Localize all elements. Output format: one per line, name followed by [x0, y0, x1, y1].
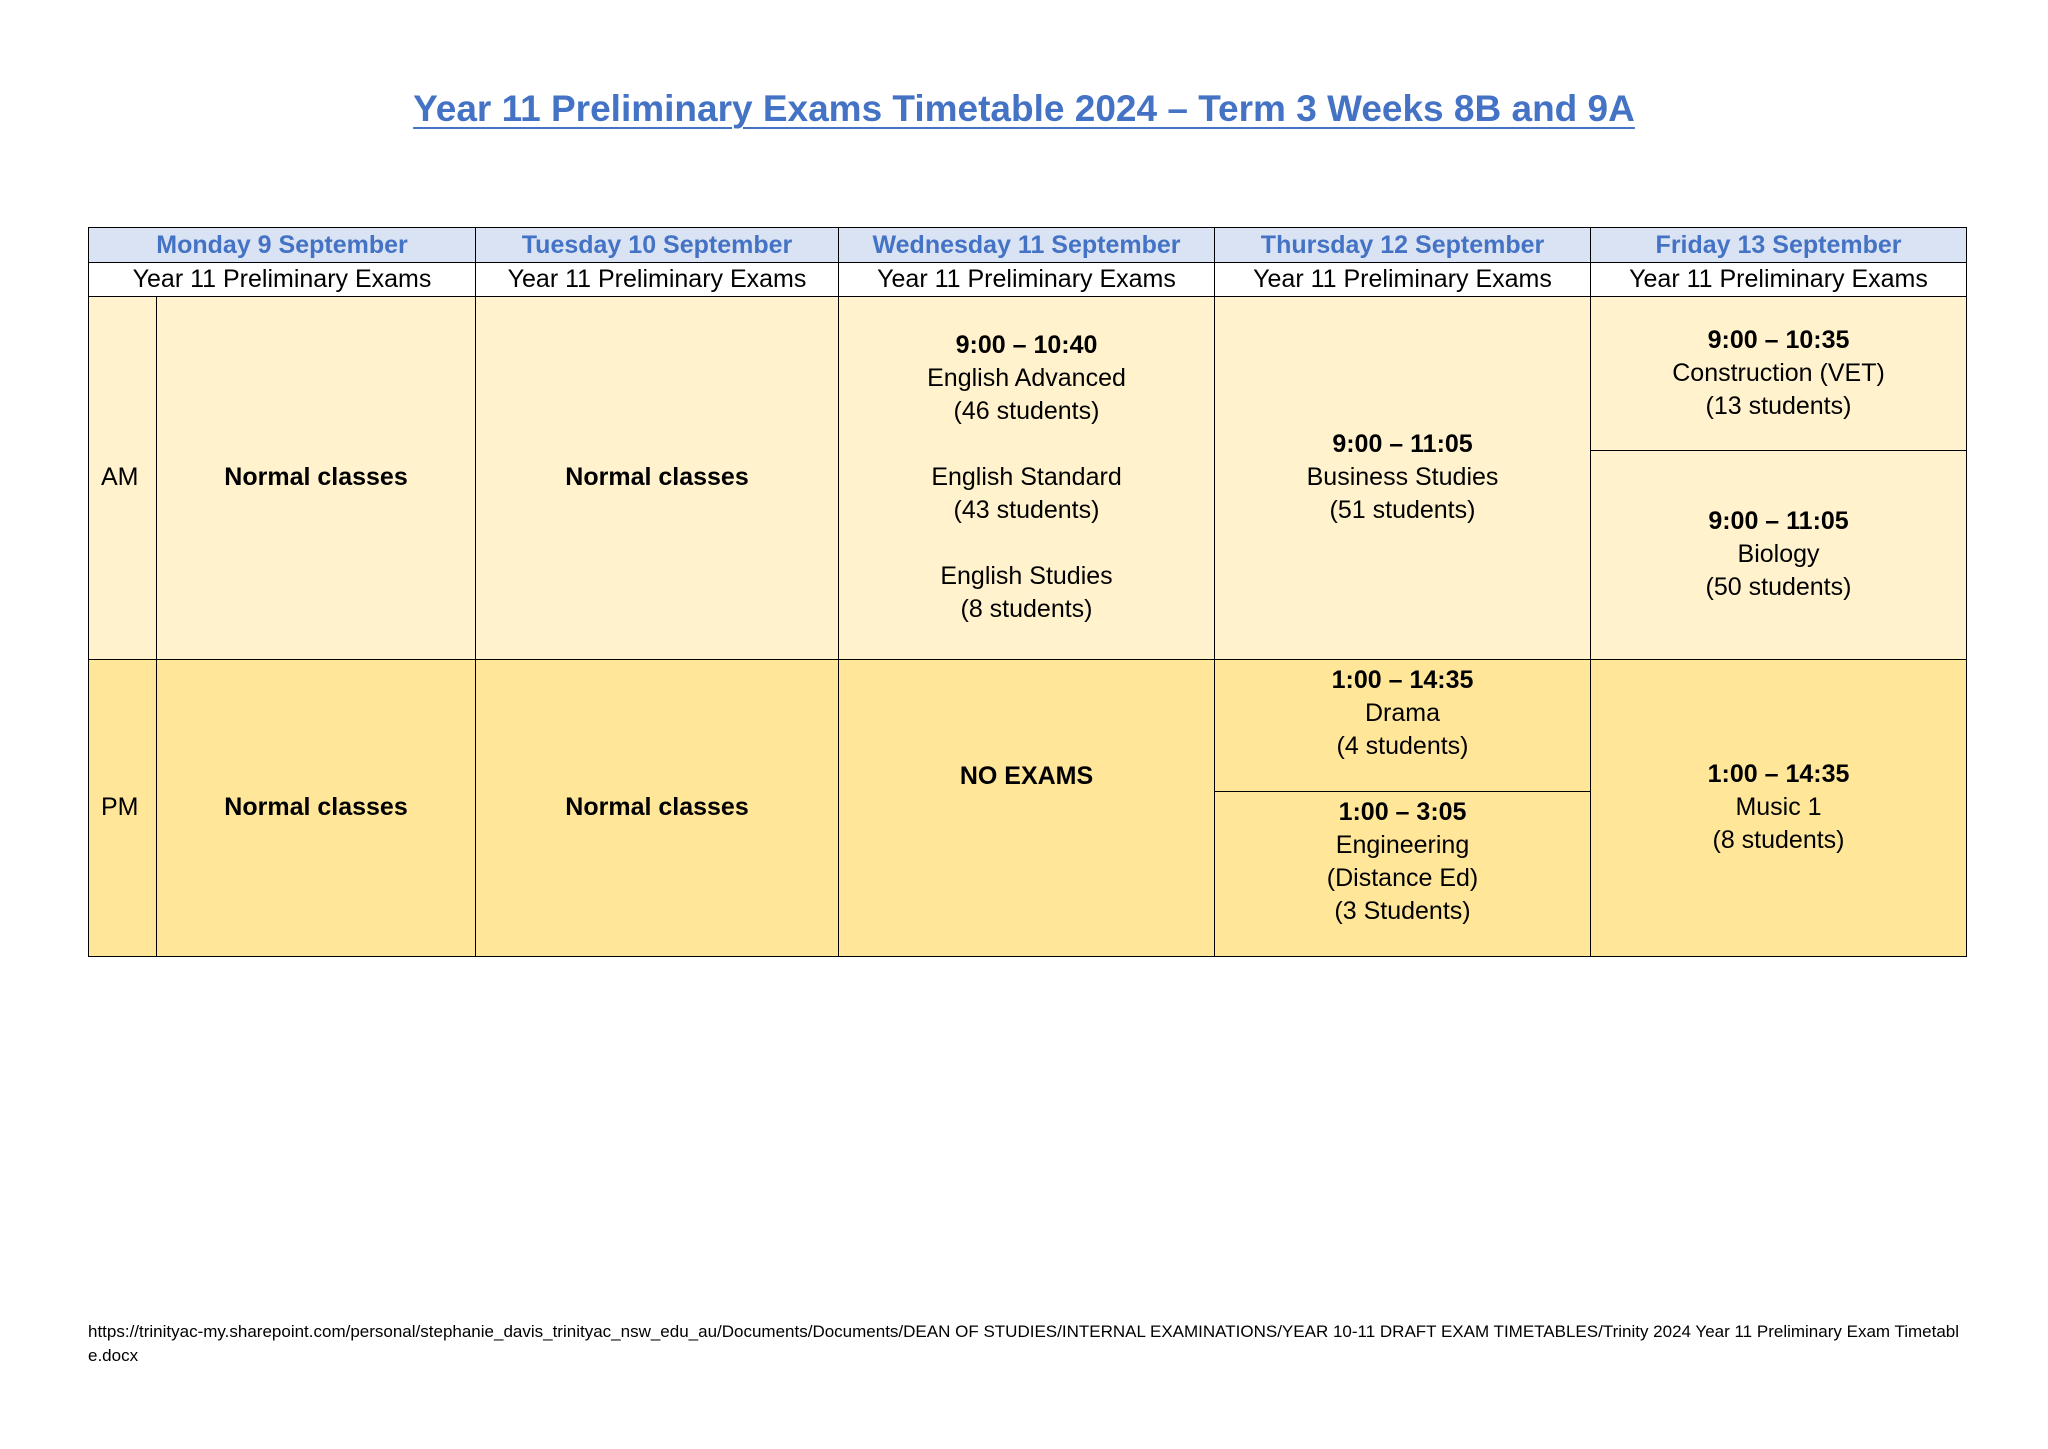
- exam-subject: English Studies: [940, 562, 1113, 591]
- am-wednesday-cell: [839, 297, 1215, 659]
- exam-subject: Business Studies: [1306, 463, 1499, 492]
- exam-students: (8 students): [1712, 826, 1845, 855]
- day-header-monday: Monday 9 September: [89, 228, 476, 263]
- am-monday-cell: Normal classes: [157, 297, 476, 659]
- exam-subject: Drama: [1365, 698, 1441, 727]
- exam-students: (4 students): [1336, 731, 1469, 760]
- am-thursday-cell: [1215, 297, 1591, 659]
- exam-subject: English Advanced: [927, 364, 1126, 393]
- page-title: Year 11 Preliminary Exams Timetable 2024 – Term 3 Weeks 8B and 9A: [413, 88, 1635, 129]
- exam-students: (43 students): [953, 496, 1100, 525]
- day-subtitle-monday: Year 11 Preliminary Exams: [89, 263, 476, 297]
- exam-timetable: [88, 227, 1967, 957]
- exam-time: 9:00 – 11:05: [1708, 507, 1849, 536]
- pm-tuesday-cell: Normal classes: [476, 659, 839, 956]
- day-header-wednesday: Wednesday 11 September: [839, 228, 1215, 263]
- exam-subject: Music 1: [1735, 793, 1822, 822]
- pm-thursday-cell-1: [1215, 659, 1591, 791]
- spacer: [839, 527, 1214, 560]
- pm-friday-cell: [1591, 659, 1967, 956]
- exam-time: 1:00 – 14:35: [1331, 665, 1474, 694]
- exam-subject: Construction (VET): [1672, 359, 1885, 388]
- exam-subject-note: (Distance Ed): [1326, 863, 1479, 892]
- pm-wednesday-cell: NO EXAMS: [839, 659, 1215, 956]
- pm-label: PM: [89, 659, 157, 956]
- pm-row: [89, 659, 1967, 791]
- exam-students: (50 students): [1705, 573, 1852, 602]
- day-header-tuesday: Tuesday 10 September: [476, 228, 839, 263]
- am-row: [89, 297, 1967, 451]
- exam-time: 9:00 – 10:35: [1707, 326, 1850, 355]
- am-friday-cell-2: [1591, 451, 1967, 659]
- am-tuesday-cell: Normal classes: [476, 297, 839, 659]
- day-subtitle-tuesday: Year 11 Preliminary Exams: [476, 263, 839, 297]
- day-header-row: [89, 228, 1967, 263]
- exam-students: (51 students): [1329, 496, 1476, 525]
- exam-time: 1:00 – 14:35: [1707, 760, 1850, 789]
- exam-subject: English Standard: [931, 463, 1122, 492]
- day-subtitle-wednesday: Year 11 Preliminary Exams: [839, 263, 1215, 297]
- day-subtitle-thursday: Year 11 Preliminary Exams: [1215, 263, 1591, 297]
- exam-subject: Engineering: [1335, 830, 1470, 859]
- exam-students: (8 students): [960, 595, 1093, 624]
- subtitle-row: [89, 263, 1967, 297]
- day-subtitle-friday: Year 11 Preliminary Exams: [1591, 263, 1967, 297]
- spacer: [839, 428, 1214, 461]
- am-label: AM: [89, 297, 157, 659]
- day-header-friday: Friday 13 September: [1591, 228, 1967, 263]
- am-friday-cell-1: [1591, 297, 1967, 451]
- exam-subject: Biology: [1737, 540, 1820, 569]
- exam-time: 1:00 – 3:05: [1338, 797, 1467, 826]
- pm-monday-cell: Normal classes: [157, 659, 476, 956]
- day-header-thursday: Thursday 12 September: [1215, 228, 1591, 263]
- exam-students: (46 students): [953, 397, 1100, 426]
- exam-time: 9:00 – 11:05: [1332, 430, 1473, 459]
- pm-thursday-cell-2: [1215, 791, 1591, 956]
- exam-students: (13 students): [1705, 392, 1852, 421]
- exam-time: 9:00 – 10:40: [955, 331, 1098, 360]
- document-path-footer: https://trinityac-my.sharepoint.com/personal/stephanie_davis_trinityac_nsw_edu_au/Documents/Documents/DEAN OF STUDIES/INTERNAL EXAMINATIONS/YEAR 10-11 DRAFT EXAM TIMETABLES/Trinity 2024 Year 11 Preliminary Exam Timetable.docx: [88, 1322, 1960, 1365]
- exam-students: (3 Students): [1334, 896, 1471, 925]
